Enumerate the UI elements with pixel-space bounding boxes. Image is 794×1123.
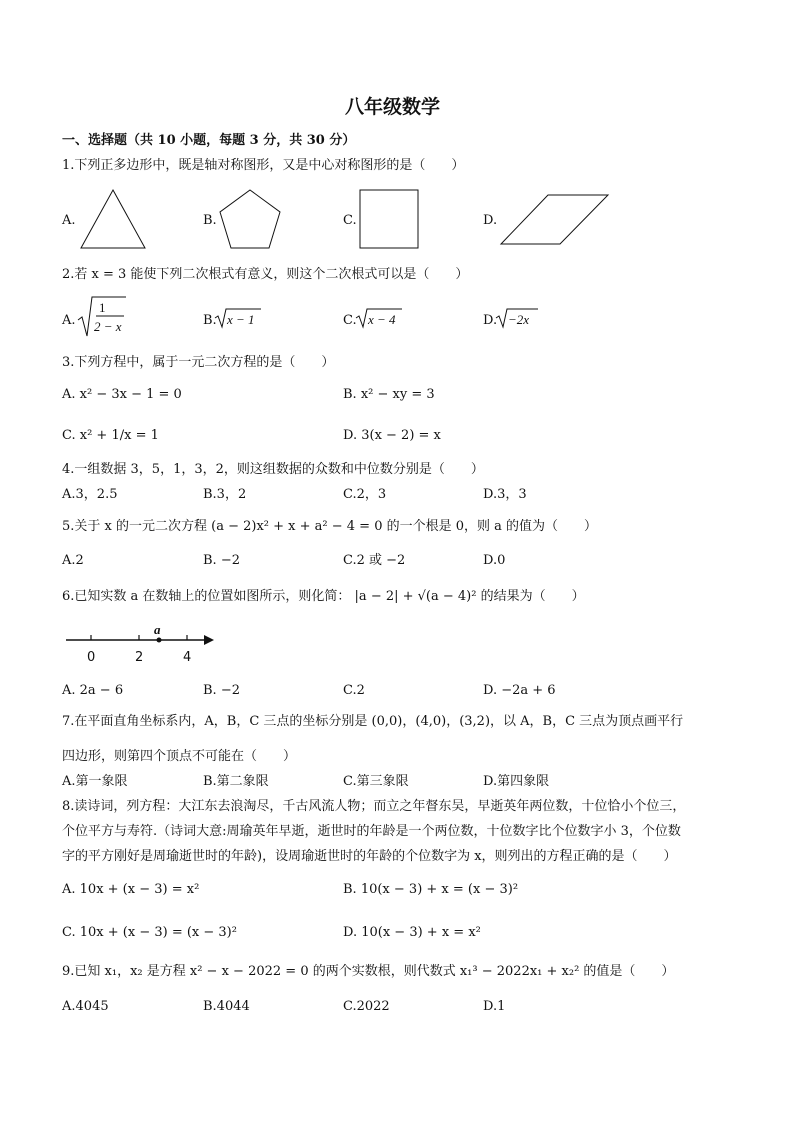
q4-option-d: D.3，3: [483, 487, 527, 502]
question-8-stem-line-3: 字的平方刚好是周瑜逝世时的年龄)，设周瑜逝世时的年龄的个位数字为 x，则列出的方程正确的是（ ）: [62, 849, 677, 864]
question-7-stem-line-1: 7.在平面直角坐标系内，A，B，C 三点的坐标分别是 (0,0)，(4,0)，(3,2)，以 A，B，C 三点为顶点画平行: [62, 714, 684, 729]
q5-option-b: B. −2: [203, 553, 240, 568]
page-title: 八年级数学: [345, 96, 441, 118]
square-figure: [359, 189, 419, 249]
q2-b-expression: x − 1: [227, 312, 255, 327]
q2-c-expression: x − 4: [368, 312, 396, 327]
q6-option-d: D. −2a + 6: [483, 683, 556, 698]
question-3-stem: 3.下列方程中，属于一元二次方程的是（ ）: [62, 355, 335, 370]
question-2-stem: 2.若 x = 3 能使下列二次根式有意义，则这个二次根式可以是（ ）: [62, 267, 469, 282]
q2-option-c-label: C.: [343, 313, 357, 328]
question-4-stem: 4.一组数据 3，5，1，3，2，则这组数据的众数和中位数分别是（ ）: [62, 462, 484, 477]
q1-option-c-label: C.: [343, 213, 357, 228]
q8-option-a: A. 10x + (x − 3) = x²: [62, 882, 200, 897]
q1-option-b-label: B.: [203, 213, 217, 228]
q3-option-c: C. x² + 1/x = 1: [62, 428, 159, 443]
q9-option-a: A.4045: [62, 999, 109, 1014]
q6-option-a: A. 2a − 6: [62, 683, 124, 698]
q2-option-a-label: A.: [62, 313, 76, 328]
q9-option-c: C.2022: [343, 999, 390, 1014]
question-8-stem-line-2: 个位平方与寿符.（诗词大意:周瑜英年早逝，逝世时的年龄是一个两位数，十位数字比个位数字小 3，个位数: [62, 824, 681, 839]
section-heading: 一、选择题（共 10 小题，每题 3 分，共 30 分）: [62, 133, 356, 148]
q4-option-c: C.2，3: [343, 487, 387, 502]
q4-option-b: B.3，2: [203, 487, 247, 502]
q8-option-d: D. 10(x − 3) + x = x²: [343, 925, 481, 940]
q2-option-d-label: D.: [483, 313, 498, 328]
pentagon-figure: [217, 188, 283, 250]
question-1-stem: 1.下列正多边形中，既是轴对称图形，又是中心对称图形的是（ ）: [62, 158, 465, 173]
q7-option-a: A.第一象限: [62, 774, 128, 789]
q5-option-d: D.0: [483, 553, 506, 568]
question-6-stem: 6.已知实数 a 在数轴上的位置如图所示，则化简： |a − 2| + √(a − 4)² 的结果为（ ）: [62, 589, 585, 604]
question-9-stem: 9.已知 x₁，x₂ 是方程 x² − x − 2022 = 0 的两个实数根，则代数式 x₁³ − 2022x₁ + x₂² 的值是（ ）: [62, 964, 675, 979]
question-7-stem-line-2: 四边形，则第四个顶点不可能在（ ）: [62, 749, 297, 764]
q2-option-b-label: B.: [203, 313, 217, 328]
q4-option-a: A.3，2.5: [62, 487, 118, 502]
question-5-stem: 5.关于 x 的一元二次方程 (a − 2)x² + x + a² − 4 = 0 的一个根是 0，则 a 的值为（ ）: [62, 519, 598, 534]
question-8-stem-line-1: 8.读诗词，列方程：大江东去浪淘尽，千古风流人物；而立之年督东吴，早逝英年两位数，十位恰小个位三，: [62, 799, 686, 814]
q7-option-b: B.第二象限: [203, 774, 269, 789]
q2-d-expression: −2x: [508, 312, 530, 327]
number-line-point-label: a: [154, 622, 161, 637]
q3-option-b: B. x² − xy = 3: [343, 387, 435, 402]
q3-option-d: D. 3(x − 2) = x: [343, 428, 441, 443]
q7-option-c: C.第三象限: [343, 774, 409, 789]
number-line-tick-0: 0: [87, 650, 96, 665]
q2-a-denominator: 2 − x: [94, 319, 122, 334]
number-line-tick-2: 2: [135, 650, 144, 665]
q2-a-numerator: 1: [99, 300, 106, 315]
q9-option-b: B.4044: [203, 999, 250, 1014]
q3-option-a: A. x² − 3x − 1 = 0: [62, 387, 182, 402]
triangle-figure: [78, 188, 148, 250]
q5-option-c: C.2 或 −2: [343, 553, 406, 568]
q8-option-b: B. 10(x − 3) + x = (x − 3)²: [343, 882, 519, 897]
q1-option-d-label: D.: [483, 213, 498, 228]
q9-option-d: D.1: [483, 999, 506, 1014]
q6-option-c: C.2: [343, 683, 365, 698]
q6-option-b: B. −2: [203, 683, 240, 698]
number-line-tick-4: 4: [183, 650, 192, 665]
q8-option-c: C. 10x + (x − 3) = (x − 3)²: [62, 925, 237, 940]
parallelogram-figure: [500, 194, 610, 246]
q7-option-d: D.第四象限: [483, 774, 550, 789]
q1-option-a-label: A.: [62, 213, 76, 228]
q5-option-a: A.2: [62, 553, 84, 568]
